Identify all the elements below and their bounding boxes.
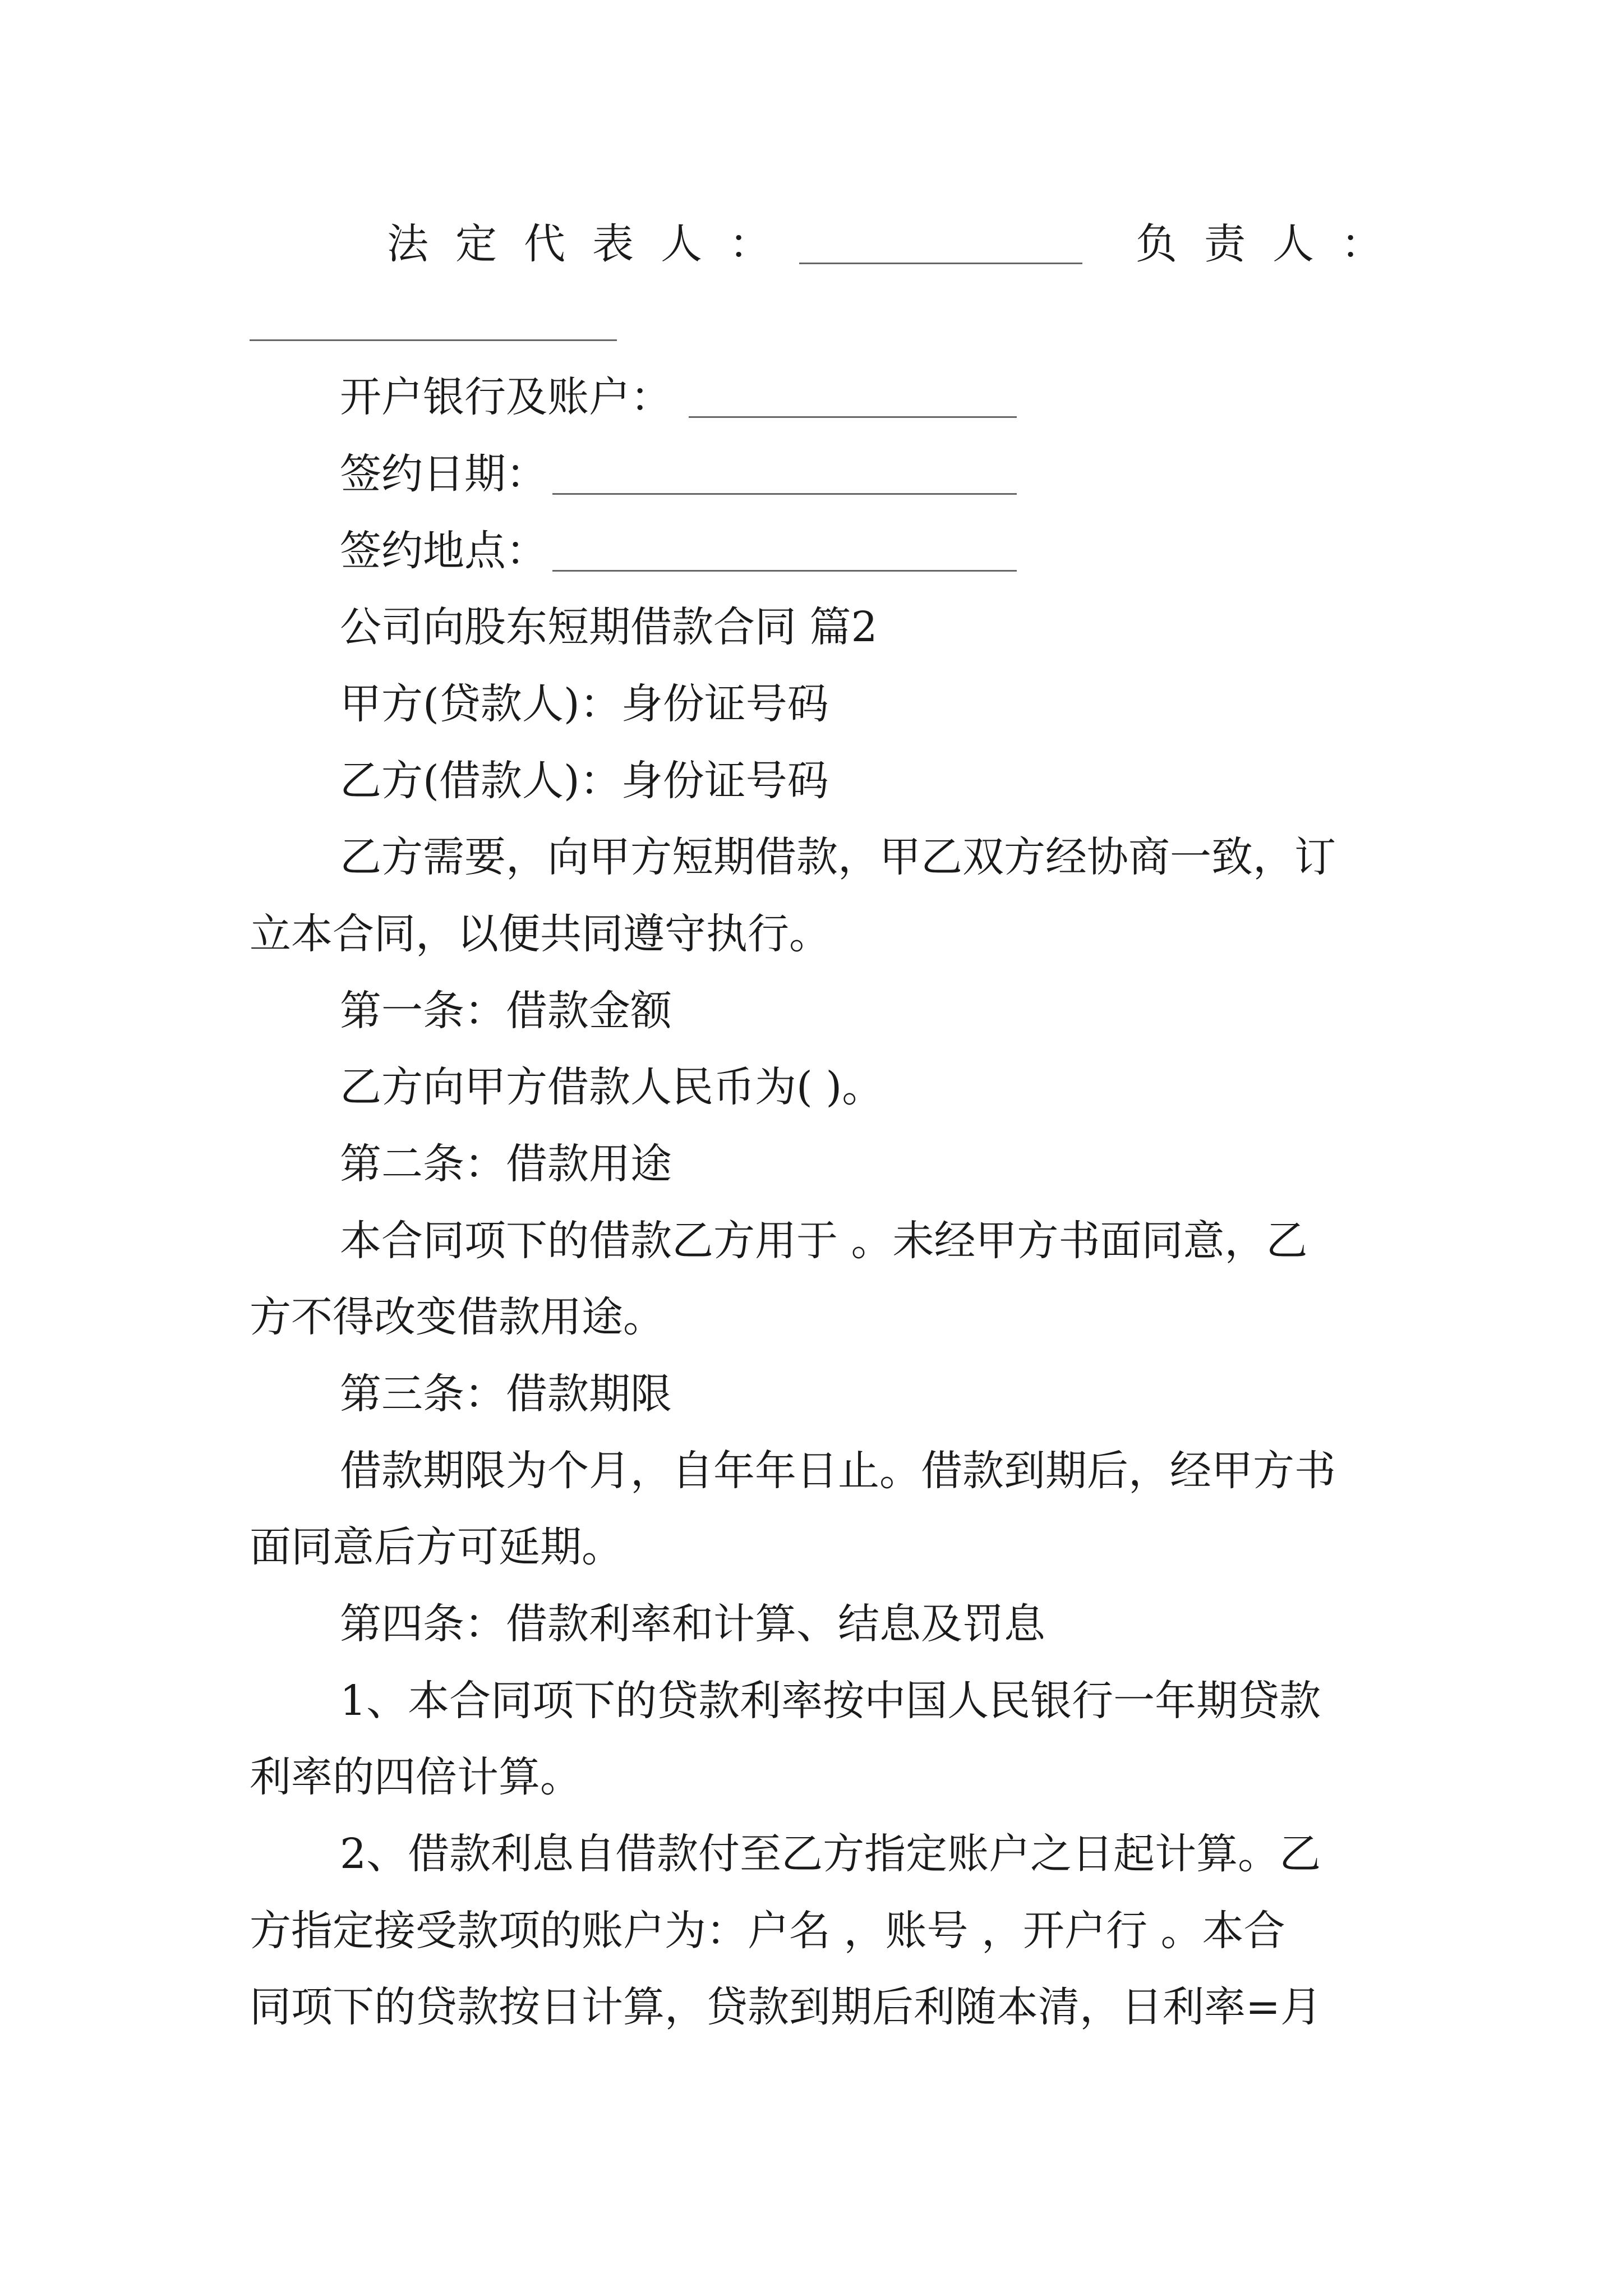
responsible-person-label: 负责人：	[1136, 220, 1409, 268]
bank-account-label: 开户银行及账户：	[340, 373, 672, 421]
contract-title: 公司向股东短期借款合同 篇2	[340, 603, 878, 651]
article-4-item-2-line-3: 同项下的贷款按日计算，贷款到期后利随本清，日利率=月	[250, 1983, 1322, 2031]
intro-paragraph-line-1: 乙方需要，向甲方短期借款，甲乙双方经协商一致，订	[340, 833, 1336, 881]
signing-date-label: 签约日期：	[340, 450, 547, 498]
signing-place-label: 签约地点：	[340, 527, 547, 575]
article-4-item-1-line-2: 利率的四倍计算。	[250, 1753, 582, 1801]
article-4-item-1-line-1: 1、本合同项下的贷款利率按中国人民银行一年期贷款	[340, 1677, 1321, 1725]
article-4-item-2-line-1: 2、借款利息自借款付至乙方指定账户之日起计算。乙	[340, 1830, 1321, 1878]
article-3-line-2: 面同意后方可延期。	[250, 1523, 623, 1571]
legal-representative-blank	[799, 263, 1082, 264]
article-1-text: 乙方向甲方借款人民币为( )。	[340, 1063, 884, 1111]
article-2-title: 第二条：借款用途	[340, 1140, 672, 1188]
article-3-line-1: 借款期限为个月，自年年日止。借款到期后，经甲方书	[340, 1447, 1336, 1495]
party-b-line: 乙方(借款人)：身份证号码	[340, 757, 829, 805]
article-4-item-2-line-2: 方指定接受款项的账户为：户名 ，账号 ，开户行 。本合	[250, 1907, 1285, 1955]
article-2-line-2: 方不得改变借款用途。	[250, 1293, 665, 1341]
responsible-person-blank	[250, 339, 617, 341]
article-2-line-1: 本合同项下的借款乙方用于 。未经甲方书面同意，乙	[340, 1217, 1308, 1265]
intro-paragraph-line-2: 立本合同，以便共同遵守执行。	[250, 910, 831, 958]
article-3-title: 第三条：借款期限	[340, 1370, 672, 1418]
signing-place-blank	[552, 570, 1017, 572]
article-1-title: 第一条：借款金额	[340, 987, 672, 1035]
party-a-line: 甲方(贷款人)：身份证号码	[340, 680, 829, 728]
bank-account-blank	[689, 416, 1017, 418]
article-4-title: 第四条：借款利率和计算、结息及罚息	[340, 1600, 1045, 1648]
signing-date-blank	[552, 493, 1017, 495]
legal-representative-label: 法定代表人：	[387, 220, 797, 268]
